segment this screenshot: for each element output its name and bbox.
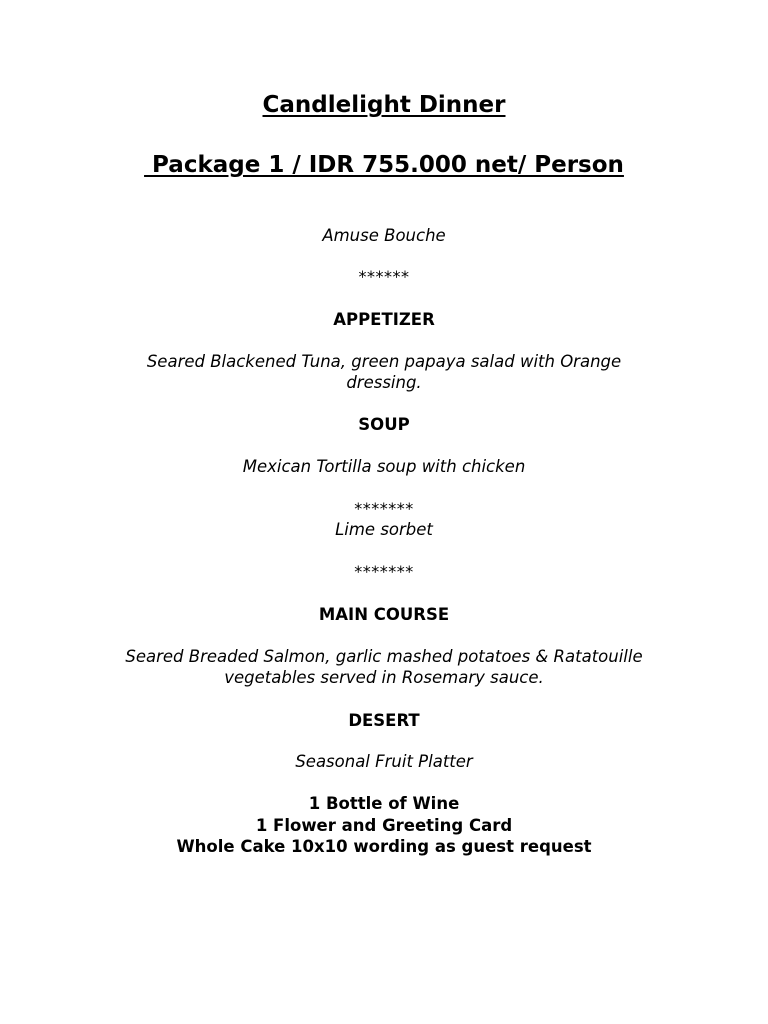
appetizer-description-line-2: dressing. xyxy=(346,373,422,392)
appetizer-description-line-1: Seared Blackened Tuna, green papaya salad with Orange xyxy=(146,352,622,371)
appetizer-heading: APPETIZER xyxy=(333,310,435,329)
soup-description: Mexican Tortilla soup with chicken xyxy=(242,457,526,476)
separator: ******* xyxy=(354,499,414,518)
soup-heading: SOUP xyxy=(358,415,410,434)
page-title: Candlelight Dinner xyxy=(262,92,506,118)
main-course-description-line-1: Seared Breaded Salmon, garlic mashed potatoes & Ratatouille xyxy=(125,647,643,666)
extra-item-cake: Whole Cake 10x10 wording as guest request xyxy=(176,837,592,856)
main-course-description-line-2: vegetables served in Rosemary sauce. xyxy=(224,668,544,687)
desert-heading: DESERT xyxy=(348,711,420,730)
desert-description: Seasonal Fruit Platter xyxy=(295,752,473,771)
separator: ******* xyxy=(354,562,414,581)
package-subtitle: Package 1 / IDR 755.000 net/ Person xyxy=(144,152,624,178)
sorbet: Lime sorbet xyxy=(335,520,433,539)
amuse-bouche: Amuse Bouche xyxy=(322,226,446,245)
main-course-heading: MAIN COURSE xyxy=(318,605,450,624)
separator: ****** xyxy=(358,267,410,286)
extra-item-flower-card: 1 Flower and Greeting Card xyxy=(255,816,513,835)
extra-item-wine: 1 Bottle of Wine xyxy=(308,794,460,813)
